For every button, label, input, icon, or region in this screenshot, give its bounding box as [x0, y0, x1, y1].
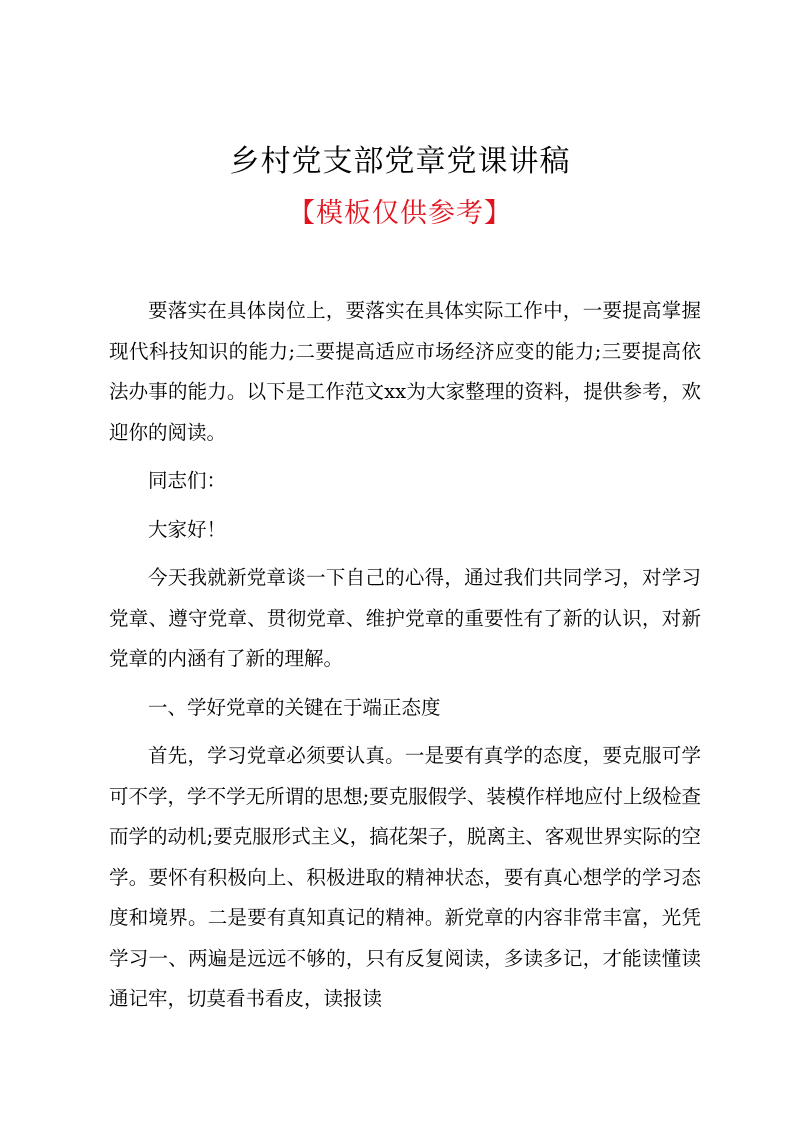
document-subtitle: 【模板仅供参考】 [288, 198, 512, 229]
document-body [109, 291, 701, 1028]
paragraph-section-1: 首先，学习党章必须要认真。一是要有真学的态度，要克服可学可不学，学不学无所谓的思想;要克服假学、装模作样地应付上级检查而学的动机;要克服形式主义，搞花架子，脱离主、客观世界实际的空学。要怀有积极向上、积极进取的精神状态，要有真心想学的学习态度和境界。二是要有真知真记的精神。新党章的内容非常丰富，光凭学习一、两遍是远远不够的，只有反复阅读，多读多记，才能读懂读通记牢，切莫看书看皮，读报读 [109, 744, 701, 1010]
paragraph-greeting: 大家好！ [148, 517, 227, 541]
paragraph-intro: 要落实在具体岗位上，要落实在具体实际工作中，一要提高掌握现代科技知识的能力;二要提高适应市场经济应变的能力;三要提高依法办事的能力。以下是工作范文xx为大家整理的资料，提供参考，欢迎你的阅读。 [109, 299, 701, 444]
document-title: 乡村党支部党章党课讲稿 [229, 144, 571, 179]
section-heading-1: 一、学好党章的关键在于端正态度 [148, 695, 441, 719]
paragraph-salutation: 同志们： [148, 469, 227, 492]
paragraph-opening: 今天我就新党章谈一下自己的心得，通过我们共同学习，对学习党章、遵守党章、贯彻党章、维护党章的重要性有了新的认识，对新党章的内涵有了新的理解。 [109, 566, 701, 670]
